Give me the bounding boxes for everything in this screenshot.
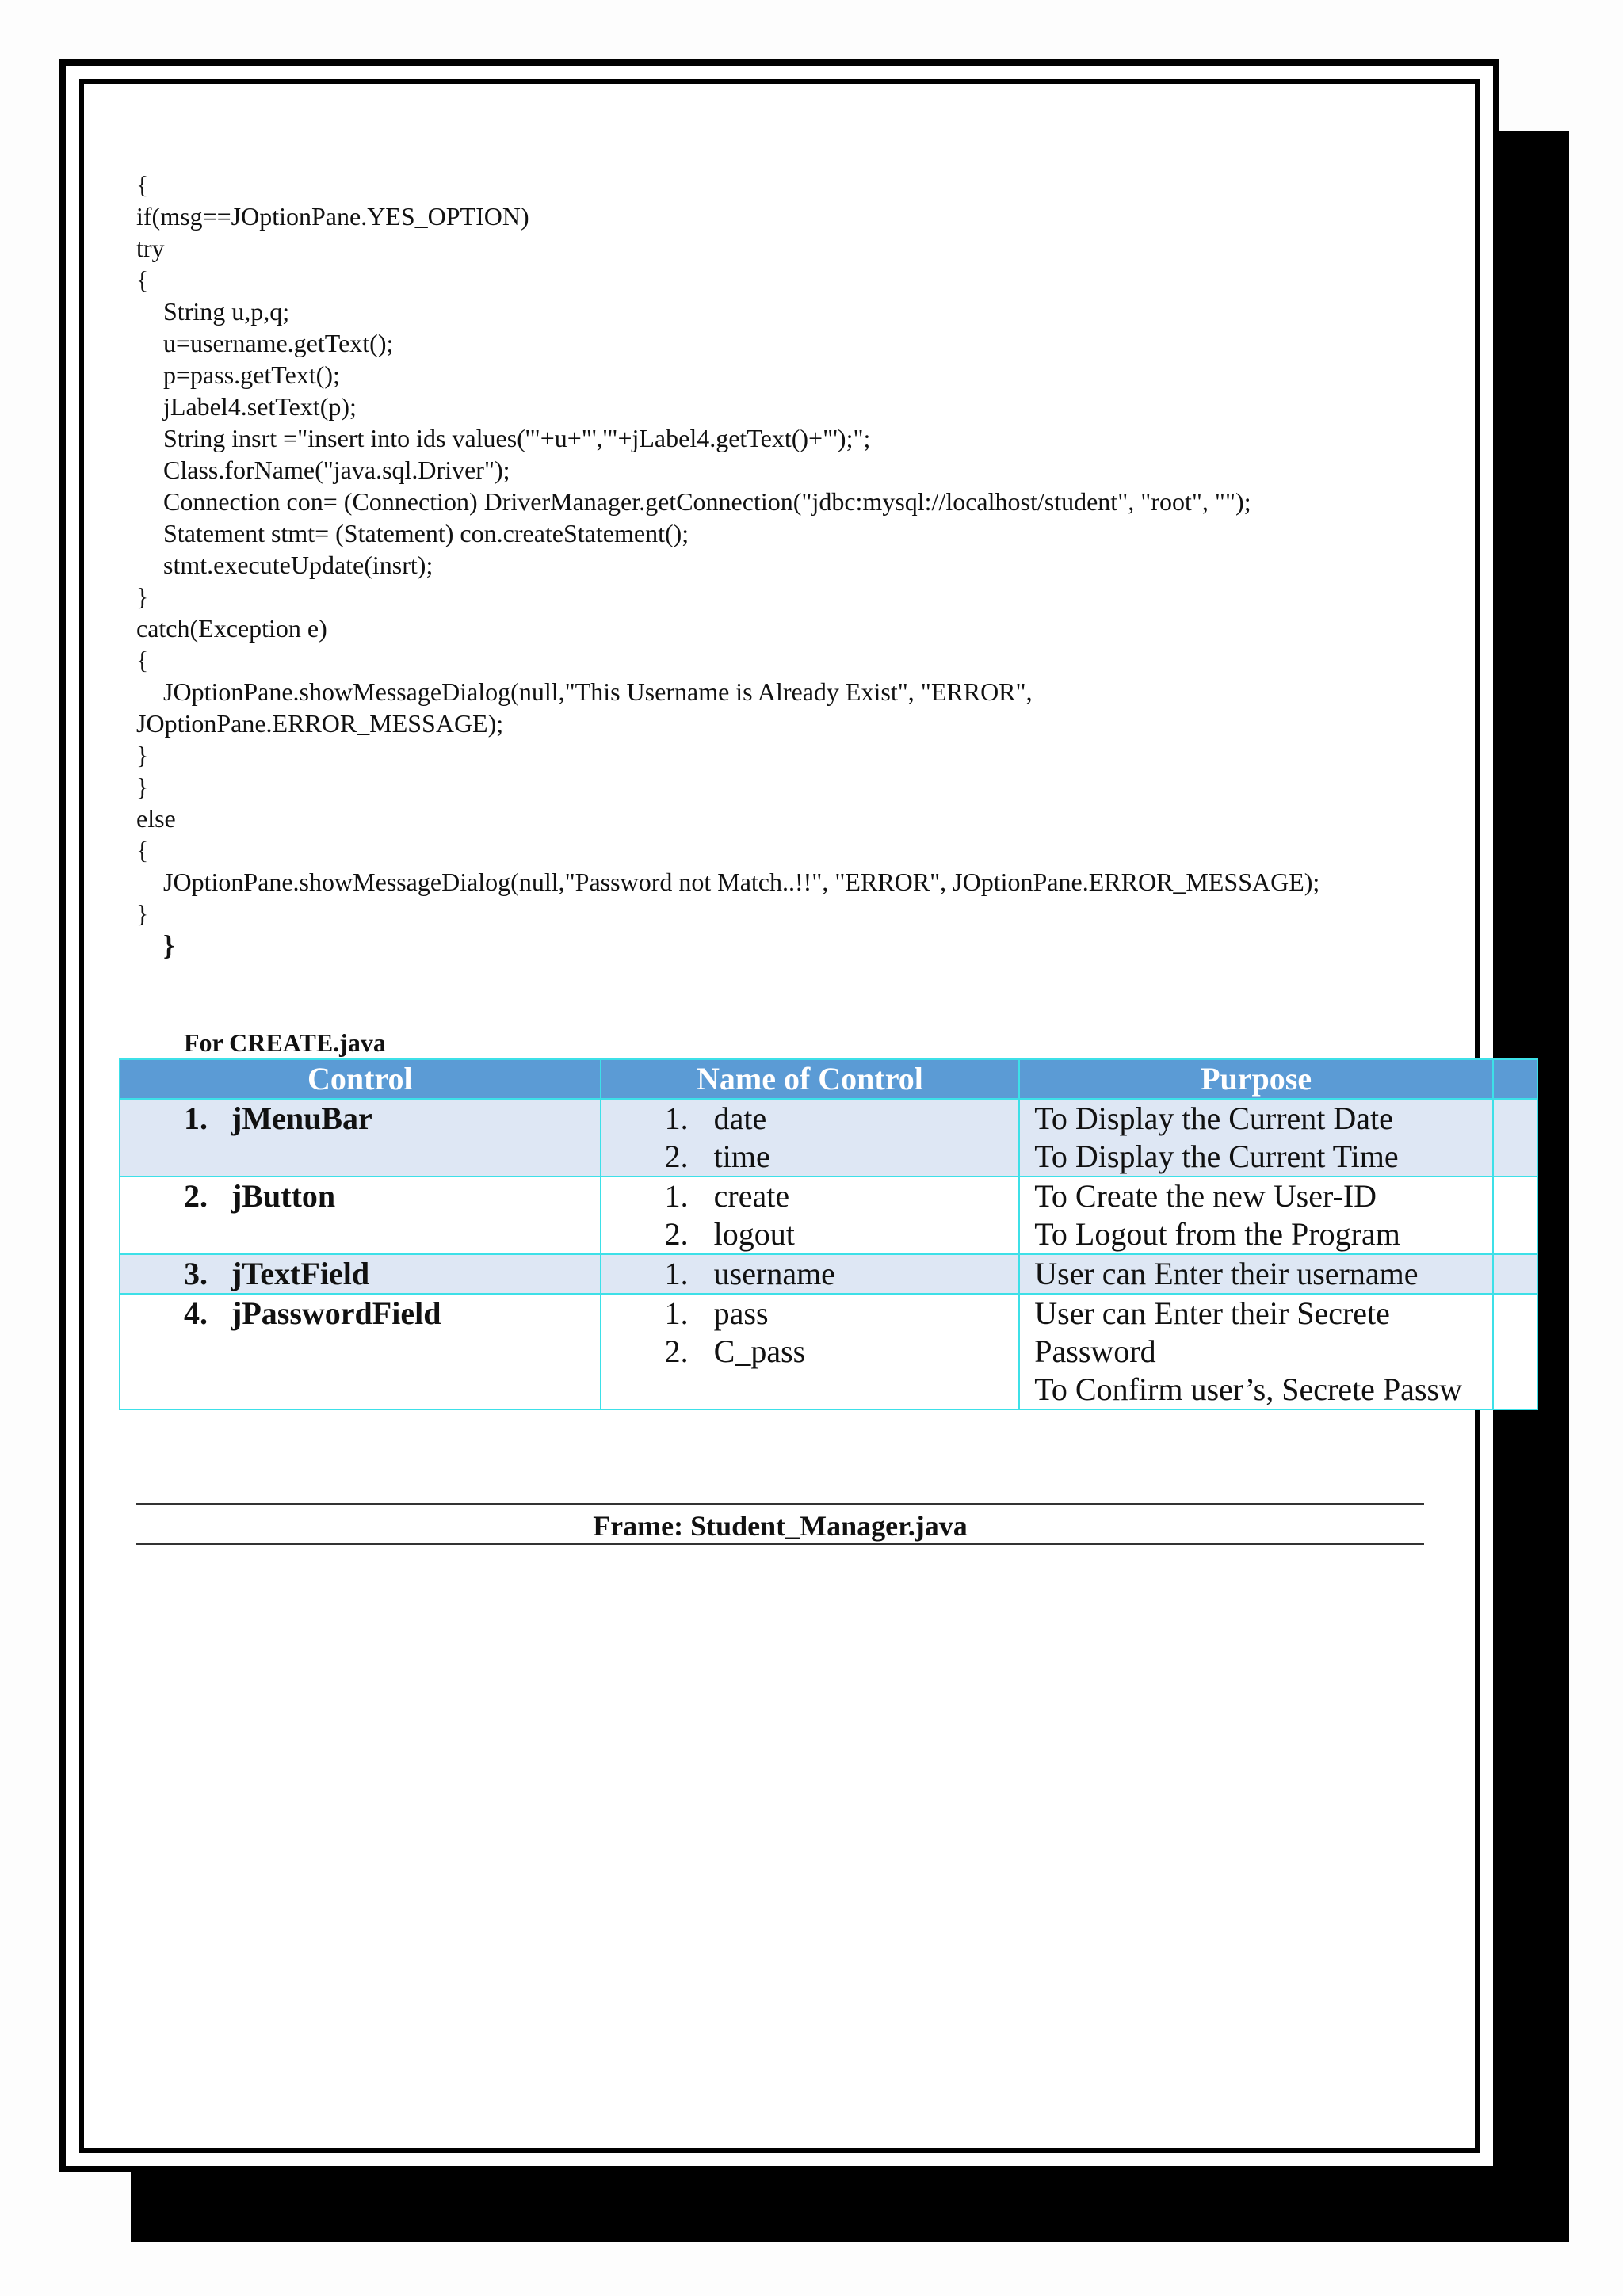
- control-name-number: 2.: [664, 1333, 689, 1369]
- control-type: jButton: [231, 1178, 336, 1214]
- control-type: jMenuBar: [231, 1100, 372, 1136]
- spacer-cell: [1493, 1177, 1537, 1254]
- code-line: if(msg==JOptionPane.YES_OPTION): [136, 202, 529, 231]
- names-cell: [601, 1177, 1020, 1254]
- control-cell: [120, 1177, 601, 1254]
- code-line: Statement stmt= (Statement) con.createStatement();: [163, 519, 689, 547]
- purpose-cell: [1019, 1099, 1493, 1177]
- control-name-item: [665, 1177, 1019, 1215]
- control-name-number: 2.: [664, 1216, 689, 1252]
- header-purpose: Purpose: [1019, 1059, 1493, 1099]
- purpose-text: User can Enter their Secrete: [1034, 1295, 1390, 1331]
- code-line: }: [136, 582, 149, 611]
- header-name-of-control: Name of Control: [601, 1059, 1020, 1099]
- control-name-item: [665, 1295, 1019, 1333]
- control-cell: [120, 1254, 601, 1294]
- control-cell: [120, 1099, 601, 1177]
- purpose-cell: [1019, 1177, 1493, 1254]
- control-type: jTextField: [231, 1256, 370, 1291]
- control-name-text: C_pass: [713, 1333, 806, 1369]
- control-name-text: time: [713, 1138, 770, 1174]
- code-line: {: [136, 265, 149, 294]
- spacer-cell: [1493, 1254, 1537, 1294]
- table-row: [120, 1177, 1537, 1254]
- purpose-text: To Display the Current Time: [1034, 1138, 1399, 1174]
- code-line: String insrt ="insert into ids values('"+u+"','"+jLabel4.getText()+"');";: [163, 424, 871, 452]
- code-line: p=pass.getText();: [163, 360, 340, 389]
- purpose-text: Password: [1034, 1333, 1156, 1369]
- code-line: u=username.getText();: [163, 329, 394, 357]
- code-line: }: [136, 741, 149, 769]
- control-name-item: [665, 1138, 1019, 1176]
- controls-table: [119, 1058, 1538, 1410]
- table-header-row: [120, 1059, 1537, 1099]
- control-number: 4.: [184, 1295, 208, 1331]
- control-name-text: pass: [713, 1295, 769, 1331]
- control-name-text: date: [713, 1100, 767, 1136]
- code-line: }: [136, 899, 149, 928]
- code-line: {: [136, 646, 149, 674]
- control-name-item: [665, 1100, 1019, 1138]
- table-row: [120, 1099, 1537, 1177]
- code-listing: [136, 169, 1420, 961]
- purpose-text: User can Enter their username: [1034, 1256, 1419, 1291]
- control-number: 3.: [184, 1256, 208, 1291]
- purpose-text: To Display the Current Date: [1034, 1100, 1393, 1136]
- purpose-text: To Confirm user’s, Secrete Passw: [1034, 1371, 1462, 1407]
- control-name-number: 1.: [664, 1256, 689, 1291]
- code-line: Connection con= (Connection) DriverManager.getConnection("jdbc:mysql://localhost/student", "root", "");: [163, 487, 1251, 516]
- control-name-number: 1.: [664, 1178, 689, 1214]
- code-line: }: [163, 929, 175, 961]
- control-name-number: 2.: [664, 1138, 689, 1174]
- control-name-text: username: [713, 1256, 835, 1291]
- code-line: {: [136, 836, 149, 864]
- frame-caption: Frame: Student_Manager.java: [593, 1510, 968, 1542]
- code-line: {: [136, 170, 149, 199]
- code-line: else: [136, 804, 176, 833]
- spacer-cell: [1493, 1099, 1537, 1177]
- purpose-cell: [1019, 1294, 1493, 1409]
- code-line: JOptionPane.showMessageDialog(null,"Password not Match..!!", "ERROR", JOptionPane.ERROR_MESSAGE);: [163, 868, 1320, 896]
- control-cell: [120, 1294, 601, 1409]
- header-spacer: [1493, 1059, 1537, 1099]
- control-number: 1.: [184, 1100, 208, 1136]
- section-label: For CREATE.java: [184, 1028, 386, 1057]
- control-name-text: create: [713, 1178, 790, 1214]
- caption-rule-top: [136, 1503, 1424, 1505]
- names-cell: [601, 1294, 1020, 1409]
- table-row: [120, 1254, 1537, 1294]
- control-name-number: 1.: [664, 1295, 689, 1331]
- code-line: try: [136, 234, 165, 262]
- control-name-item: [665, 1255, 1019, 1293]
- spacer-cell: [1493, 1294, 1537, 1409]
- code-line: JOptionPane.showMessageDialog(null,"This Username is Already Exist", "ERROR",: [163, 677, 1033, 706]
- code-line: String u,p,q;: [163, 297, 290, 326]
- names-cell: [601, 1254, 1020, 1294]
- purpose-cell: [1019, 1254, 1493, 1294]
- caption-rule-bottom: [136, 1543, 1424, 1545]
- code-line: }: [136, 772, 149, 801]
- control-type: jPasswordField: [231, 1295, 441, 1331]
- code-line: catch(Exception e): [136, 614, 327, 643]
- control-name-text: logout: [713, 1216, 795, 1252]
- table-row: [120, 1294, 1537, 1409]
- names-cell: [601, 1099, 1020, 1177]
- code-line: jLabel4.setText(p);: [163, 392, 357, 421]
- control-name-item: [665, 1215, 1019, 1253]
- purpose-text: To Create the new User-ID: [1034, 1178, 1377, 1214]
- control-name-number: 1.: [664, 1100, 689, 1136]
- code-line: JOptionPane.ERROR_MESSAGE);: [136, 709, 504, 738]
- control-name-item: [665, 1333, 1019, 1371]
- control-number: 2.: [184, 1178, 208, 1214]
- purpose-text: To Logout from the Program: [1034, 1216, 1400, 1252]
- header-control: Control: [120, 1059, 601, 1099]
- code-line: Class.forName("java.sql.Driver");: [163, 456, 510, 484]
- code-line: stmt.executeUpdate(insrt);: [163, 551, 433, 579]
